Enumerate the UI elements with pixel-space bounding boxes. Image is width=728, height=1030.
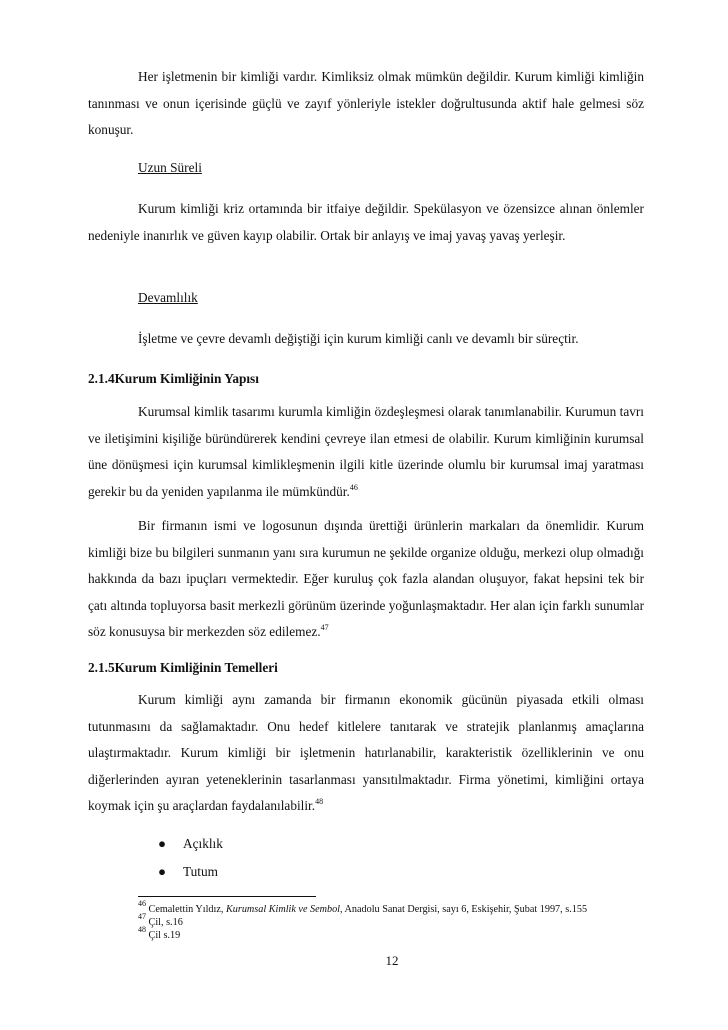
footnote-text: Çil, s.16 bbox=[148, 917, 183, 928]
subheading-continuity: Devamlılık bbox=[138, 290, 198, 305]
paragraph-foundations bbox=[88, 687, 644, 820]
paragraph-brands bbox=[88, 513, 644, 646]
footnote-number: 46 bbox=[138, 899, 146, 908]
list-item-text: Açıklık bbox=[183, 836, 223, 851]
subheading-long-term: Uzun Süreli bbox=[138, 160, 202, 175]
bullet-icon: ● bbox=[158, 864, 167, 879]
page-number: 12 bbox=[385, 953, 399, 968]
footnote-ref-47: 47 bbox=[320, 623, 329, 632]
paragraph-text: Kurum kimliği kriz ortamında bir itfaiye değildir. Spekülasyon ve özensizce alınan önlemler nedeniyle inanırlık ve güven kayıp olabilir. Ortak bir anlayış ve imaj yavaş yavaş yerleşir. bbox=[88, 201, 644, 243]
paragraph-text: Kurumsal kimlik tasarımı kurumla kimliğin özdeşleşmesi olarak tanımlanabilir. Kurumun tavrı ve iletişimini kişiliğe büründürerek kendini çevreye ilan etmesi de olabilir. Kurum kimliğinin kurumsal üne dönüşmesi için kurumsal kimlikleşmenin ilgili kitle üzerinde olumlu bir kurumsal imaj yaratması gerekir bu da yeniden yapılanma ile mümkündür. bbox=[88, 404, 644, 499]
paragraph-continuity bbox=[88, 326, 644, 353]
paragraph-text: Her işletmenin bir kimliği vardır. Kimliksiz olmak mümkün değildir. Kurum kimliği kimliğin tanınması ve onun içerisinde güçlü ve zayıf yönleriyle istekler doğrultusunda aktif hale gelmesi söz konuşur. bbox=[88, 69, 644, 137]
paragraph-long-term bbox=[88, 196, 644, 249]
list-item bbox=[158, 836, 223, 852]
list-item bbox=[158, 864, 218, 880]
paragraph-text: İşletme ve çevre devamlı değiştiği için kurum kimliği canlı ve devamlı bir süreçtir. bbox=[138, 331, 579, 346]
bullet-icon: ● bbox=[158, 836, 167, 851]
footnote-47 bbox=[138, 912, 658, 930]
paragraph-text: Kurum kimliği aynı zamanda bir firmanın ekonomik gücünün piyasada etkili olması tutunmasını da sağlamaktadır. Onu hedef kitlelere tanıtarak ve stratejik planlanmış amaçlarına ulaştırmaktadır. Kurum kimliği bir işletmenin hatırlanabilir, karakteristik özelliklerinin ve onu diğerlerinden ayıran yeteneklerinin tasarlanması yansıtılmaktadır. Firma yönetimi, kimliğini ortaya koymak için şu araçlardan faydalanılabilir. bbox=[88, 692, 644, 813]
footnote-number: 48 bbox=[138, 925, 146, 934]
footnote-ref-48: 48 bbox=[315, 797, 324, 806]
section-heading-foundations: 2.1.5Kurum Kimliğinin Temelleri bbox=[88, 660, 278, 675]
footnote-ref-46: 46 bbox=[349, 482, 358, 492]
list-item-text: Tutum bbox=[183, 864, 218, 879]
footnote-48 bbox=[138, 925, 658, 943]
paragraph-identity-intro bbox=[88, 64, 644, 144]
footnote-46 bbox=[138, 899, 658, 917]
footnote-number: 47 bbox=[138, 912, 146, 921]
paragraph-text: Bir firmanın ismi ve logosunun dışında ürettiği ürünlerin markaları da önemlidir. Kurum kimliği bize bu bilgileri sunmanın yanı sıra kurumun ne şekilde organize olduğu, merkezi olup olmadığı hakkında da bazı ipuçları vermektedir. Eğer kuruluş çok fazla alandan oluşuyor, fakat hepsini tek bir çatı altında topluyorsa basit merkezli görünüm üzerinde yoğunlaşmaktadır. Her alan için farklı sunumlar söz konusuysa bir merkezden söz edilemez. bbox=[88, 518, 644, 639]
section-heading-structure: 2.1.4Kurum Kimliğinin Yapısı bbox=[88, 371, 259, 386]
footnote-text: , Anadolu Sanat Dergisi, sayı 6, Eskişehir, Şubat 1997, s.155 bbox=[340, 904, 588, 915]
footnote-text: Cemalettin Yıldız, bbox=[148, 904, 226, 915]
paragraph-structure bbox=[88, 399, 644, 505]
footnote-title: Kurumsal Kimlik ve Sembol bbox=[225, 904, 341, 915]
footnote-text: Çil s.19 bbox=[148, 930, 181, 941]
footnote-divider bbox=[138, 896, 316, 897]
